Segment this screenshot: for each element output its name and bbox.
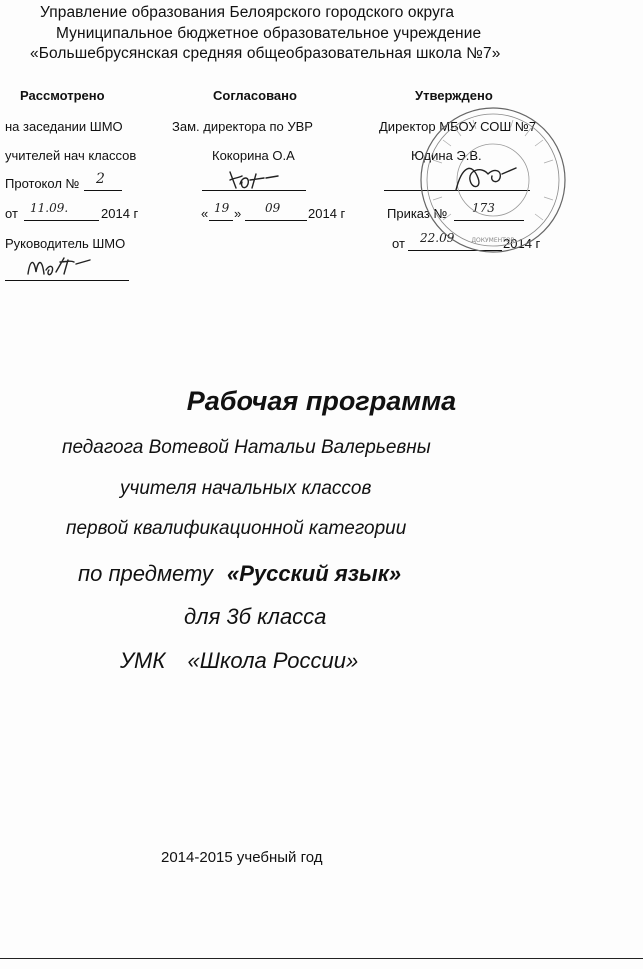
order-number-handwritten: 173 [472,201,495,215]
col2-day-handwritten: 19 [214,201,230,215]
umk-name: «Школа России» [187,648,359,673]
svg-text:ДОКУМЕНТОВ: ДОКУМЕНТОВ [471,237,515,244]
org-line-2: Муниципальное бюджетное образовательное учреждение [56,25,482,42]
col1-line1: на заседании ШМО [5,119,123,134]
col3-date-handwritten: 22.09 [420,231,455,245]
col3-line1: Директор МБОУ СОШ №7 [379,119,537,134]
umk-prefix: УМК [120,648,166,673]
col1-protocol-label: Протокол № [5,176,80,191]
col2-quote-close: » [234,206,242,221]
bottom-rule [0,958,643,959]
document-title: Рабочая программа [186,386,457,416]
col1-head-label: Руководитель ШМО [5,236,126,251]
org-line-3: «Большебрусянская средняя общеобразовательная школа №7» [30,45,501,62]
col3-heading: Утверждено [415,88,493,103]
protocol-number-handwritten: 2 [96,171,105,187]
academic-year: 2014-2015 учебный год [161,849,323,866]
shmo-signature [24,252,94,280]
col2-quote-open: « [201,206,209,221]
class-line: для 3б класса [184,604,327,629]
col2-month-handwritten: 09 [265,201,281,215]
subtitle-category: первой квалификационной категории [66,518,407,539]
col3-year: 2014 г [503,236,541,251]
subject-name: «Русский язык» [226,561,402,586]
col2-line1: Зам. директора по УВР [172,119,313,134]
subtitle-position: учителя начальных классов [120,478,372,499]
col1-heading: Рассмотрено [20,88,105,103]
col3-date-label: от [392,236,405,251]
col1-line2: учителей нач классов [5,148,137,163]
subject-prefix: по предмету [78,561,213,586]
col3-line2: Юдина Э.В. [411,148,482,163]
col1-date-handwritten: 11.09. [30,201,69,215]
director-signature [452,160,522,196]
subtitle-teacher: педагога Вотевой Натальи Валерьевны [62,437,431,458]
subject-line [78,561,401,587]
col2-heading: Согласовано [213,88,297,103]
col2-year: 2014 г [308,206,346,221]
org-line-1: Управление образования Белоярского городского округа [40,4,455,21]
col2-line2: Кокорина О.А [212,148,295,163]
col1-date-label: от [5,206,18,221]
col3-order-label: Приказ № [387,206,448,221]
umk-line [120,648,358,674]
col1-year: 2014 г [101,206,139,221]
deputy-signature [226,168,286,192]
